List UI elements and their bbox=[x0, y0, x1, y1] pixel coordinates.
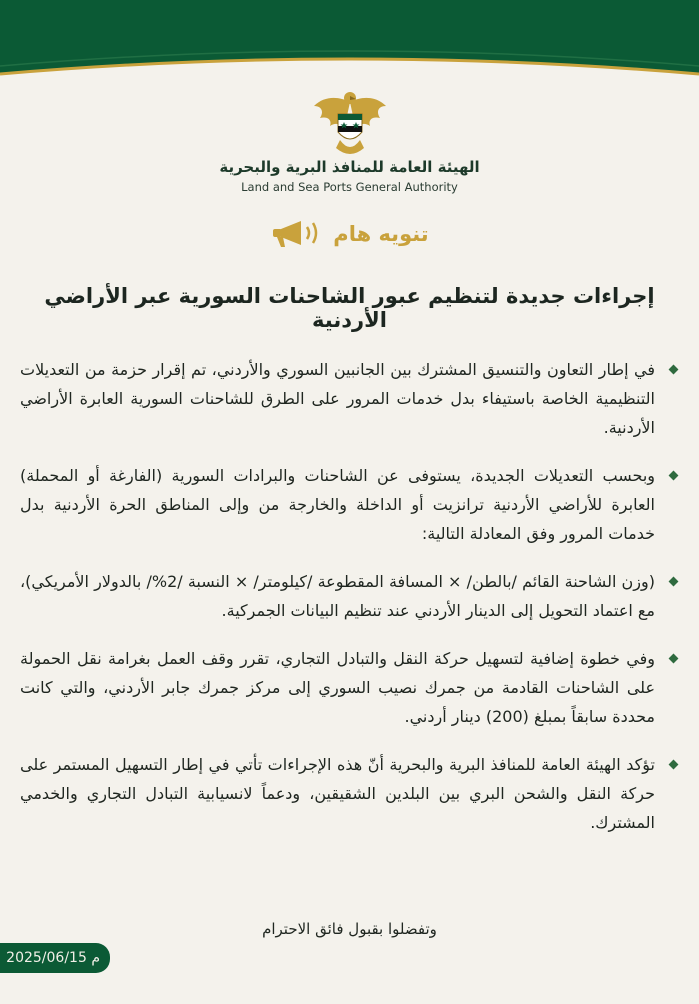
page-title: إجراءات جديدة لتنظيم عبور الشاحنات السورية عبر الأراضي الأردنية bbox=[44, 284, 655, 332]
bullet-icon bbox=[669, 577, 679, 587]
paragraph bbox=[20, 355, 679, 442]
paragraph bbox=[20, 461, 679, 548]
megaphone-icon bbox=[267, 217, 325, 251]
eagle-emblem-icon bbox=[310, 88, 390, 160]
header-band bbox=[0, 0, 699, 86]
bullet-icon bbox=[669, 471, 679, 481]
paragraph-text: (وزن الشاحنة القائم /بالطن/ × المسافة المقطوعة /كيلومتر/ × النسبة /2%/ بالدولار الأمريكي)، مع اعتماد التحويل إلى الدينار الأردني عند تنظيم البيانات الجمركية. bbox=[20, 572, 655, 620]
org-name-english: Land and Sea Ports General Authority bbox=[241, 180, 458, 194]
notice-label: تنويه هام bbox=[333, 222, 429, 246]
body-paragraphs bbox=[20, 355, 679, 856]
paragraph-text: وبحسب التعديلات الجديدة، يستوفى عن الشاحنات والبرادات السورية (الفارغة أو المحملة) العابرة للأراضي الأردنية ترانزيت أو الداخلة والخارجة من وإلى المناطق الحرة الأردنية بدل خدمات المرور وفق المعادلة التالية: bbox=[20, 466, 655, 543]
bullet-icon bbox=[669, 760, 679, 770]
paragraph bbox=[20, 644, 679, 731]
important-notice bbox=[248, 214, 448, 254]
paragraph bbox=[20, 750, 679, 837]
paragraph-text: تؤكد الهيئة العامة للمنافذ البرية والبحرية أنّ هذه الإجراءات تأتي في إطار التسهيل المستمر على حركة النقل والشحن البري بين البلدين الشقيقين، ودعماً لانسيابية التبادل التجاري والخدمي المشترك. bbox=[20, 755, 655, 832]
paragraph bbox=[20, 567, 679, 625]
paragraph-text: في إطار التعاون والتنسيق المشترك بين الجانبين السوري والأردني، تم إقرار حزمة من التعديلات التنظيمية الخاصة باستيفاء بدل خدمات المرور على الطرق للشاحنات السورية العابرة الأراضي الأردنية. bbox=[20, 360, 655, 437]
org-name-arabic: الهيئة العامة للمنافذ البرية والبحرية bbox=[219, 158, 480, 176]
paragraph-text: وفي خطوة إضافية لتسهيل حركة النقل والتبادل التجاري، تقرر وقف العمل بغرامة نقل الحمولة على الشاحنات القادمة من جمرك نصيب السوري إلى مركز جمرك جابر الأردني، والتي كانت محددة سابقاً بمبلغ (200) دينار أردني. bbox=[20, 649, 655, 726]
bullet-icon bbox=[669, 365, 679, 375]
bullet-icon bbox=[669, 654, 679, 664]
closing-line: وتفضلوا بقبول فائق الاحترام bbox=[262, 920, 437, 938]
date-badge: 2025/06/15 م bbox=[0, 943, 110, 973]
